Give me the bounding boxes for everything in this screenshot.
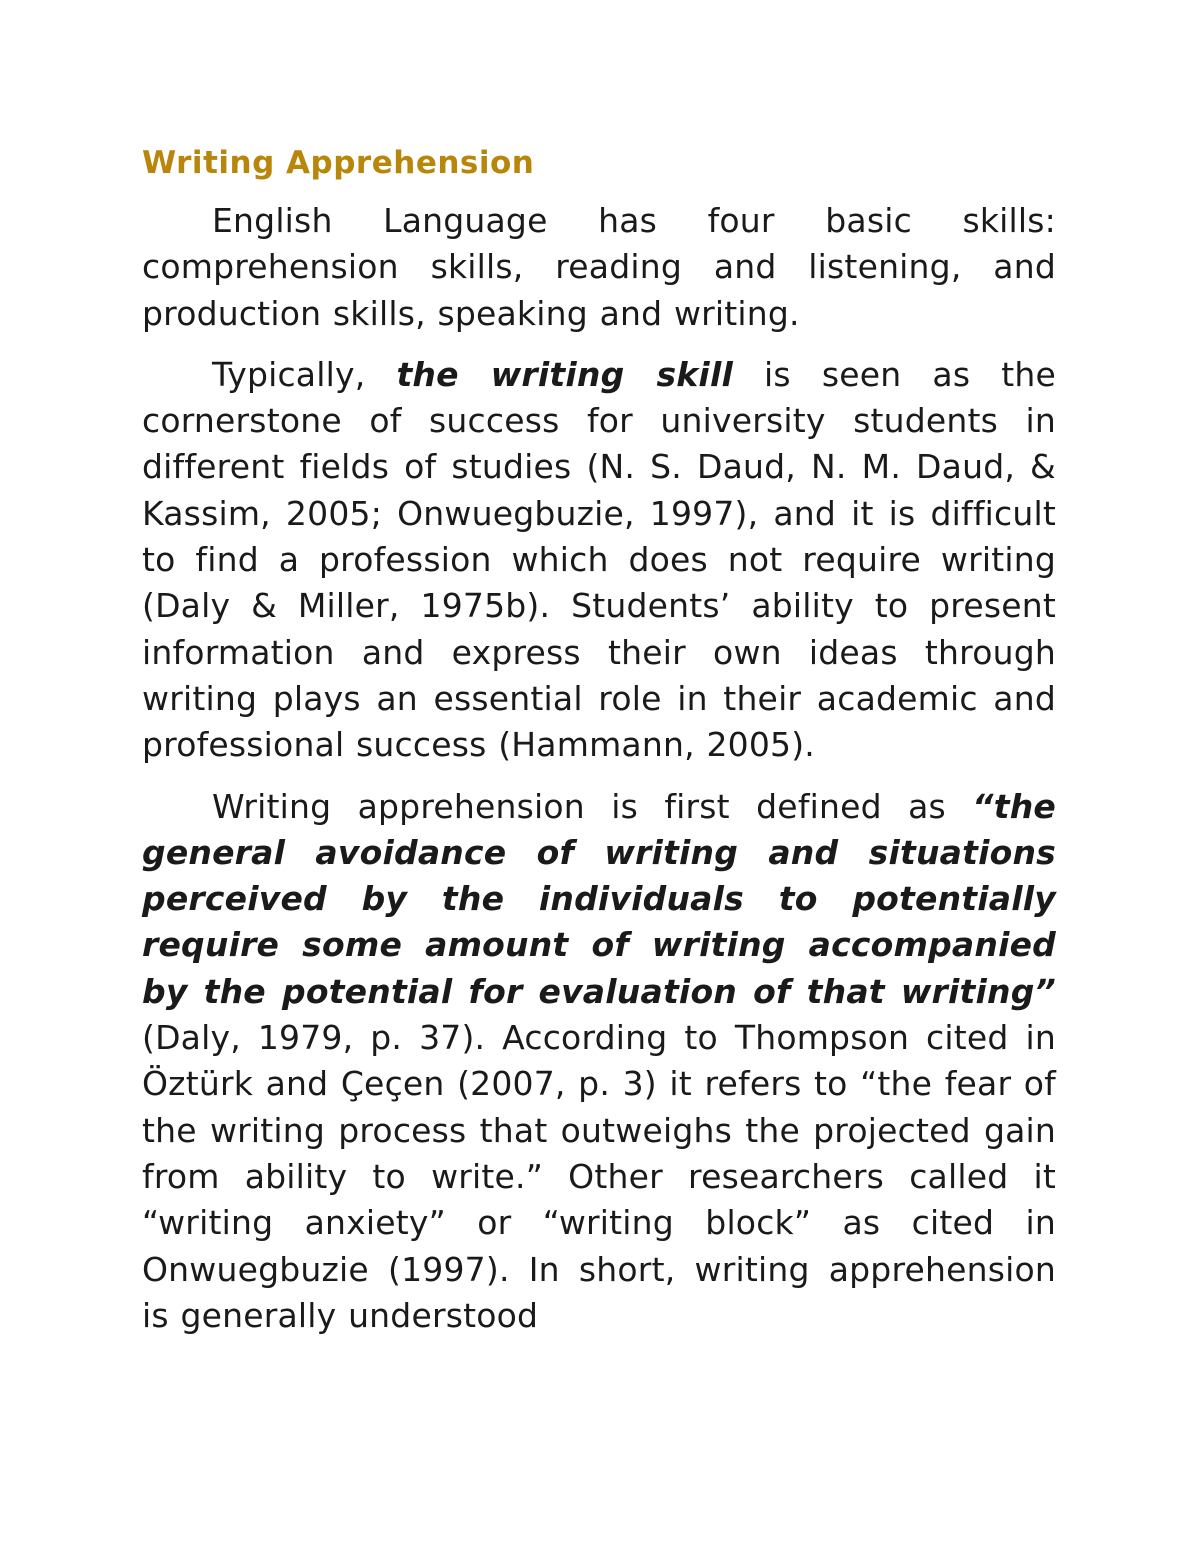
section-heading: Writing Apprehension [142,145,535,181]
definition-quote: “the general avoidance of writing and situations perceived by the individuals to potentially require some amount of writing accompanied by the potential for evaluation of that writing” [142,786,1056,1011]
paragraph-writing-skill [142,352,1056,769]
emphasized-phrase: the writing skill [396,354,733,394]
paragraph-definition [142,784,1056,1340]
document-body [142,140,1056,1354]
paragraph-text-before: Typically, [212,354,397,394]
paragraph-basic-skills [142,198,1056,337]
paragraph-text: English Language has four basic skills: comprehension skills, reading and listening, and production skills, speaking and writing. [142,201,1056,333]
paragraph-text-after: is seen as the cornerstone of success for university students in different fields of studies (N. S. Daud, N. M. Daud, & Kassim, 2005; Onwuegbuzie, 1997), and it is difficult to find a profession which does not require writing (Daly & Miller, 1975b). Students’ ability to present information and express their own ideas through writing plays an essential role in their academic and professional success (Hammann, 2005). [142,354,1057,765]
paragraph-text-after: (Daly, 1979, p. 37). According to Thompson cited in Öztürk and Çeçen (2007, p. 3) it refers to “the fear of the writing process that outweighs the projected gain from ability to write.” Other researchers called it “writing anxiety” or “writing block” as cited in Onwuegbuzie (1997). In short, writing apprehension is generally understood [142,1018,1056,1335]
paragraph-text-before: Writing apprehension is first defined as [212,786,973,826]
